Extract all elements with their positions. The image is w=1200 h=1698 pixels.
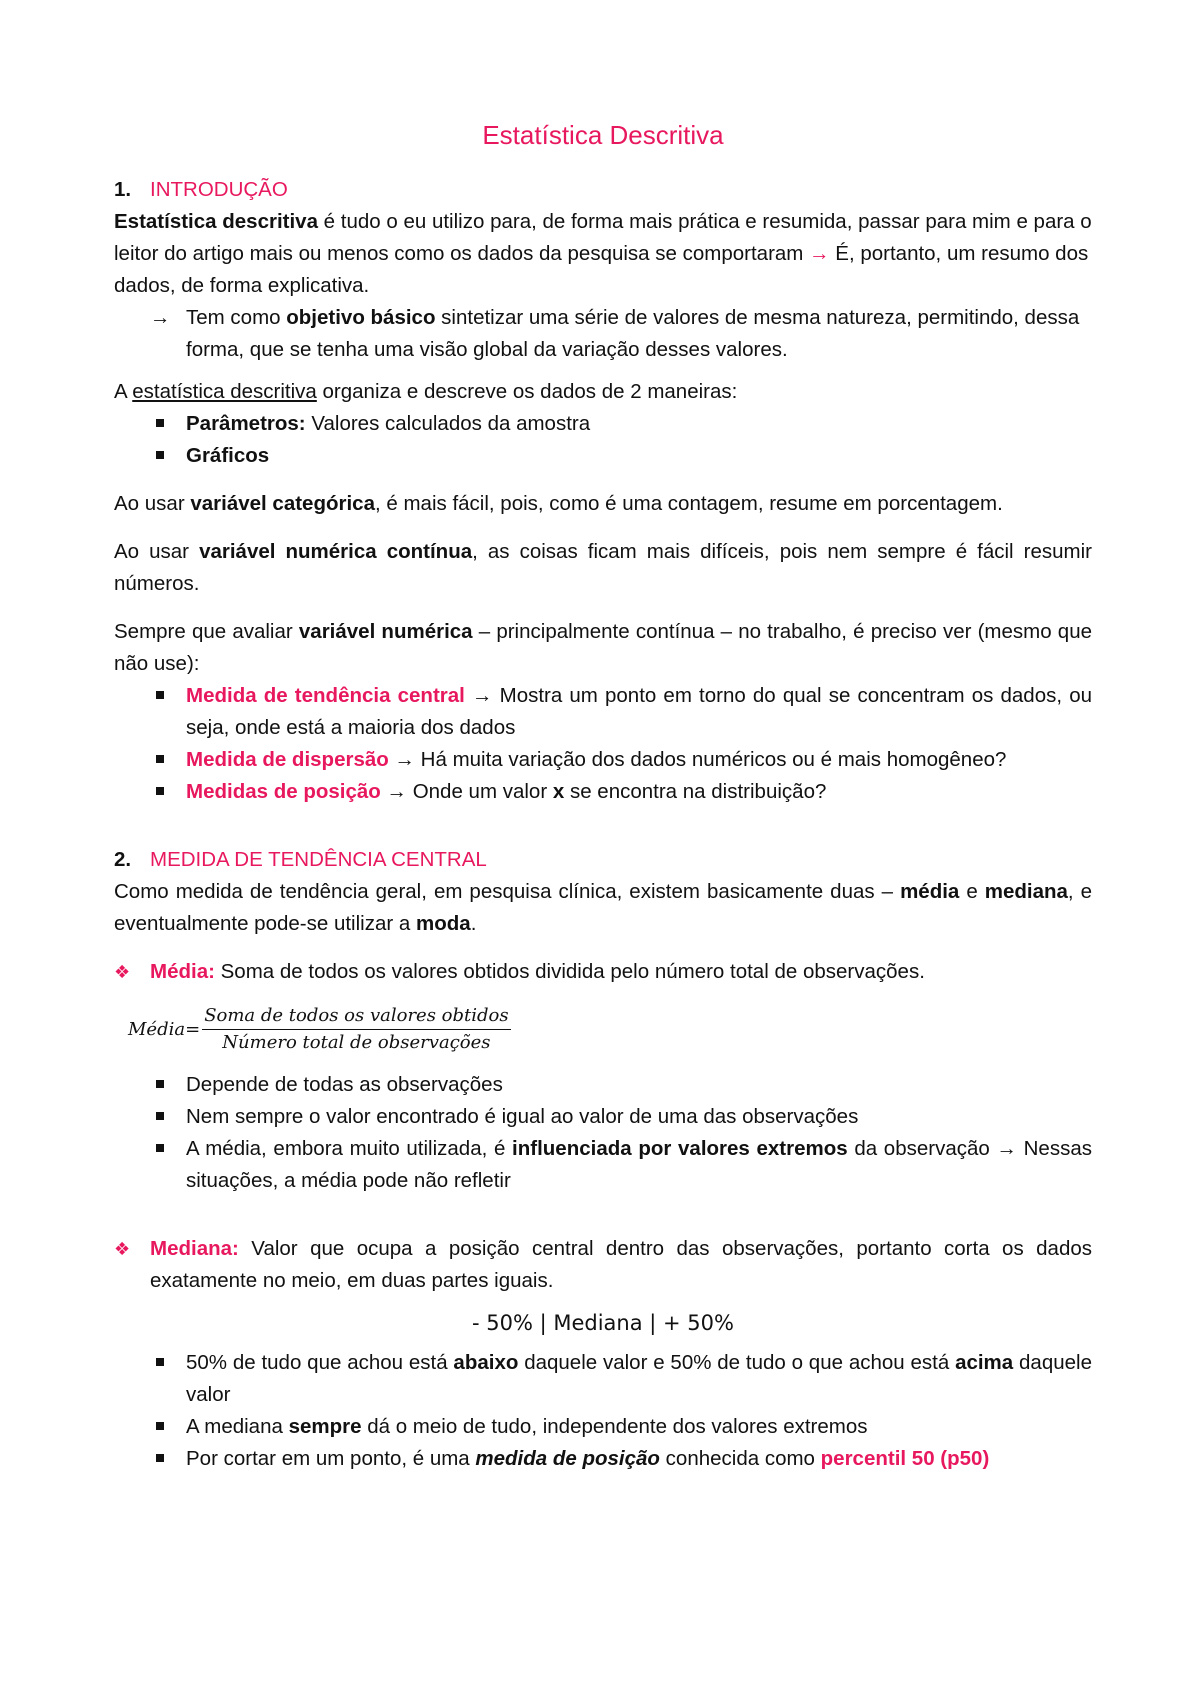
paragraph [114, 206, 1092, 302]
text: dá o meio de tudo, independente dos valores extremos [361, 1415, 868, 1438]
arrow-icon: → [150, 306, 171, 329]
formula-numerator: Soma de todos os valores obtidos [202, 1004, 510, 1030]
list-item [114, 680, 1092, 744]
text: é tudo o eu utilizo para, de forma mais prática e resumida, passar para mim e para o leitor do artigo mais ou menos como os dados da pesquisa se comportaram [114, 210, 1092, 265]
media-formula [128, 1004, 1092, 1055]
list-item [114, 1443, 1092, 1475]
text: A mediana [186, 1415, 289, 1438]
text: Valor que ocupa a posição central dentro das observações, portanto corta os dados exatamente no meio, em duas partes iguais. [150, 1237, 1092, 1292]
paragraph [114, 376, 1092, 408]
highlight-term: Medida de dispersão [186, 748, 389, 771]
text: A média, embora muito utilizada, é [186, 1137, 513, 1160]
text: daquele valor e 50% de tudo o que achou está [518, 1351, 956, 1374]
paragraph [114, 536, 1092, 600]
bold-term: abaixo [453, 1351, 519, 1374]
list [114, 408, 1092, 472]
page-title: Estatística Descritiva [482, 120, 724, 150]
formula-lhs: Média= [128, 1018, 201, 1040]
list-item [114, 440, 1092, 472]
text: → Há muita variação dos dados numéricos ou é mais homogêneo? [388, 748, 1007, 771]
highlight-term: Média: [150, 960, 215, 983]
bold-term: sempre [288, 1415, 362, 1438]
text: daquele valor [186, 1351, 1092, 1406]
bold-term: Estatística descritiva [114, 210, 318, 233]
formula-denominator: Número total de observações [222, 1032, 491, 1053]
section-title: INTRODUÇÃO [150, 178, 288, 201]
paragraph [114, 616, 1092, 680]
mediana-definition [114, 1233, 1092, 1297]
text: . [470, 912, 477, 935]
bold-term: Gráficos [186, 444, 270, 467]
text: Por cortar em um ponto, é uma [186, 1447, 476, 1470]
text: , as coisas ficam mais difíceis, pois nem sempre é fácil resumir números. [114, 540, 1093, 595]
list-item [114, 1411, 1092, 1443]
bold-term: objetivo básico [286, 306, 436, 329]
text: conhecida como [659, 1447, 821, 1470]
bold-term: moda [416, 912, 471, 935]
text: 50% de tudo que achou está [186, 1351, 454, 1374]
formula-fraction [202, 1004, 510, 1055]
bold-term: variável categórica [190, 492, 375, 515]
list [114, 1347, 1092, 1475]
section-title: MEDIDA DE TENDÊNCIA CENTRAL [150, 848, 487, 871]
text: organiza e descreve os dados de 2 maneiras: [316, 380, 738, 403]
list-item [114, 1133, 1092, 1197]
list-item: Nem sempre o valor encontrado é igual ao valor de uma das observações [114, 1101, 1092, 1133]
bold-term: variável numérica [298, 620, 473, 643]
bold-term: Parâmetros: [186, 412, 306, 435]
section-number: 1. [114, 178, 132, 201]
text: Valores calculados da amostra [305, 412, 591, 435]
paragraph [114, 488, 1092, 520]
highlight-term: percentil 50 (p50) [820, 1447, 990, 1470]
text: Como medida de tendência geral, em pesquisa clínica, existem basicamente duas – [114, 880, 901, 903]
diamond-bullet-icon: ❖ [114, 1239, 131, 1259]
media-definition [114, 956, 1092, 988]
diamond-bullet-icon: ❖ [114, 962, 131, 982]
list-item [114, 776, 1092, 808]
section-1-heading [114, 174, 1092, 206]
list [114, 1069, 1092, 1197]
text: Ao usar [114, 492, 191, 515]
text: Tem como [186, 306, 287, 329]
bold-term: variável numérica contínua [199, 540, 473, 563]
text: – principalmente contínua – no trabalho, é preciso ver (mesmo que não use): [114, 620, 1092, 675]
text: Ao usar [114, 540, 200, 563]
arrow-bullet [114, 302, 1092, 366]
highlight-term: Mediana: [150, 1237, 239, 1260]
list-item: Depende de todas as observações [114, 1069, 1092, 1101]
text: e [959, 880, 985, 903]
text: → Mostra um ponto em torno do qual se concentram os dados, ou seja, onde está a maioria dos dados [186, 684, 1092, 739]
section-2-heading [114, 844, 1092, 876]
text: É, portanto, um resumo dos dados, de forma explicativa. [114, 242, 1089, 297]
text: , e eventualmente pode-se utilizar a [114, 880, 1093, 935]
list-item [114, 744, 1092, 776]
text: da observação → Nessas situações, a média pode não refletir [186, 1137, 1092, 1192]
bold-term: acima [955, 1351, 1014, 1374]
bold-italic-term: medida de posição [475, 1447, 660, 1470]
list-item [114, 408, 1092, 440]
paragraph [114, 876, 1092, 940]
text: Soma de todos os valores obtidos dividida pelo número total de observações. [214, 960, 925, 983]
highlight-term: Medida de tendência central [186, 684, 465, 707]
bold-term: x [552, 780, 565, 803]
arrow-icon: → [809, 242, 830, 265]
bold-term: influenciada por valores extremos [512, 1137, 848, 1160]
text: , é mais fácil, pois, como é uma contagem, resume em porcentagem. [374, 492, 1003, 515]
text: A [114, 380, 133, 403]
bold-term: mediana [984, 880, 1068, 903]
bold-term: média [900, 880, 960, 903]
list-item [114, 1347, 1092, 1411]
list [114, 680, 1092, 808]
highlight-term: Medidas de posição [186, 780, 381, 803]
text: se encontra na distribuição? [564, 780, 827, 803]
section-number: 2. [114, 848, 132, 871]
underlined-term: estatística descritiva [132, 380, 317, 403]
text: Sempre que avaliar [114, 620, 299, 643]
text: sintetizar uma série de valores de mesma natureza, permitindo, dessa forma, que se tenha uma visão global da variação desses valores. [186, 306, 1080, 361]
text: → Onde um valor [380, 780, 553, 803]
mediana-diagram-line: - 50% | Mediana | + 50% [472, 1311, 734, 1335]
